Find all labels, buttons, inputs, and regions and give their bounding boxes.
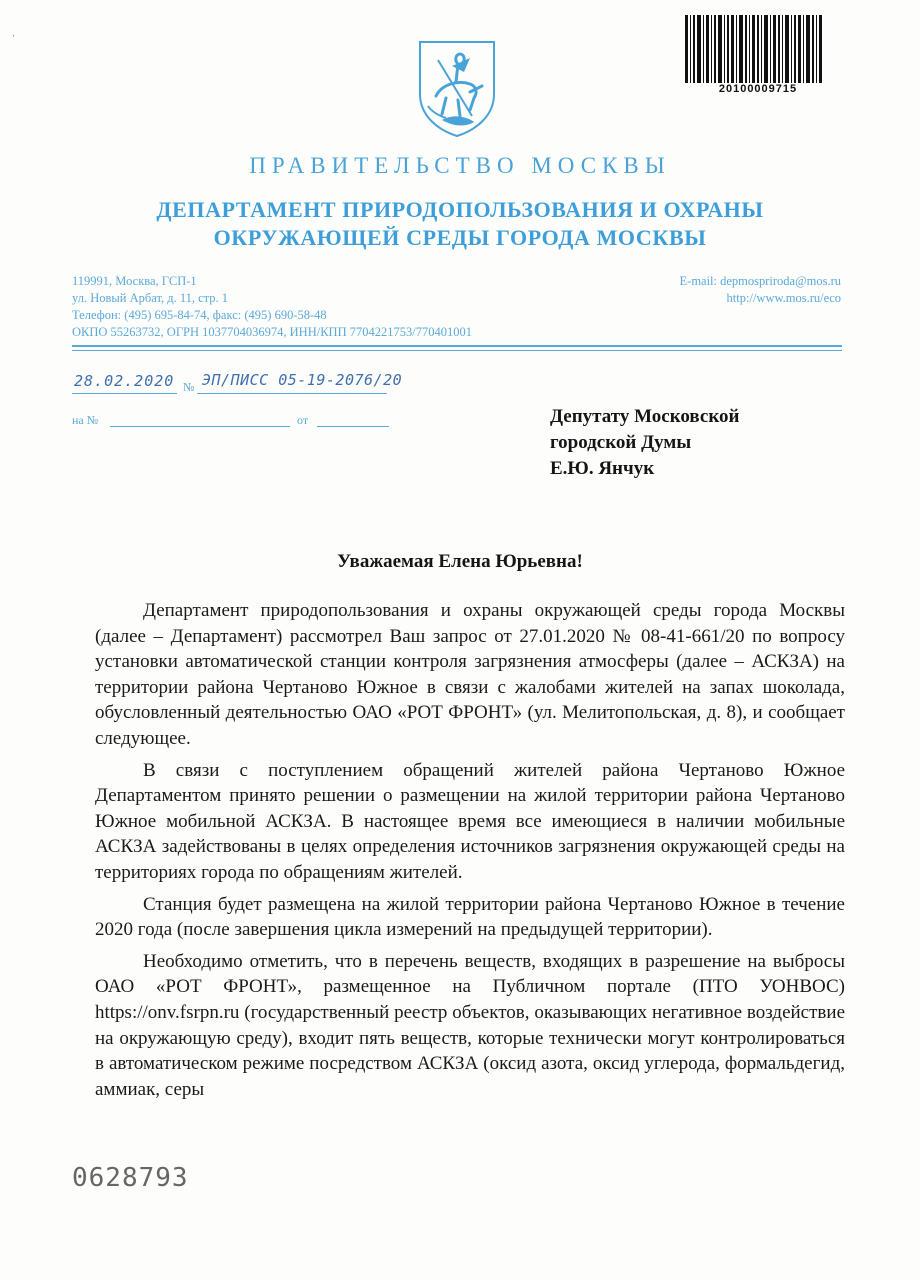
incoming-number-line [110,426,290,427]
address-line: 119991, Москва, ГСП-1 [72,274,197,288]
addressee-line-1: Депутату Московской [550,406,740,427]
incoming-date-line [317,426,389,427]
outgoing-date: 28.02.2020 [74,372,175,390]
barcode-icon [683,15,825,83]
body-paragraph: Департамент природопользования и охраны окружающей среды города Москвы (далее – Департамент) рассмотрел Ваш запрос от 27.01.2020 № 08-41-661/20 по вопросу установки автоматической станции контроля загрязнения атмосферы (далее – АСКЗА) на территории района Чертаново Южное в связи с жалобами жителей на запах шоколада, обусловленный деятельностью ОАО «РОТ ФРОНТ» (ул. Мелитопольская, д. 8), и сообщает следующее. [95,600,845,749]
incoming-from-label: от [297,413,309,427]
outgoing-date-line [72,393,177,394]
header-divider-thin [72,350,842,351]
salutation: Уважаемая Елена Юрьевна! [337,551,583,572]
addressee-block [550,404,740,482]
contacts-right [560,273,841,307]
body-paragraph: Станция будет размещена на жилой территории района Чертаново Южное в течение 2020 года (после завершения цикла измерений на предыдущей территории). [95,893,845,941]
body-paragraph: В связи с поступлением обращений жителей района Чертаново Южное Департаментом принято решении о размещении на жилой территории района Чертаново Южное мобильной АСКЗА. В настоящее время все имеющиеся в наличии мобильные АСКЗА задействованы в целях определения источников загрязнения окружающей среды на территориях города по обращениям жителей. [95,759,845,883]
barcode-number: 20100009715 [718,83,798,95]
moscow-coat-of-arms-icon [412,36,502,140]
outgoing-number-label: № [183,380,195,394]
outgoing-number-line [197,393,387,394]
incoming-number-label: на № [72,413,99,427]
contacts-left [72,273,472,341]
government-title: ПРАВИТЕЛЬСТВО МОСКВЫ [249,153,671,178]
website-line: http://www.mos.ru/eco [726,291,841,305]
department-title-line-1: ДЕПАРТАМЕНТ ПРИРОДОПОЛЬЗОВАНИЯ И ОХРАНЫ [156,197,764,222]
addressee-line-2: городской Думы [550,432,692,453]
document-serial-number: 0628793 [72,1163,189,1193]
header-divider [72,345,842,347]
department-title [0,196,920,252]
street-line: ул. Новый Арбат, д. 11, стр. 1 [72,291,229,305]
registry-codes-line: ОКПО 55263732, ОГРН 1037704036974, ИНН/КПП 7704221753/770401001 [72,325,472,339]
addressee-name: Е.Ю. Янчук [550,458,655,479]
body-paragraph: Необходимо отметить, что в перечень веществ, входящих в разрешение на выбросы ОАО «РОТ ФРОНТ», размещенное на Публичном портале (ПТО УОНВОС) https://onv.fsrpn.ru (государственный реестр объектов, оказывающих негативное воздействие на окружающую среду), входит пять веществ, которые технически могут контролироваться в автоматическом режиме посредством АСКЗА (оксид азота, оксид углерода, формальдегид, аммиак, серы [95,950,845,1100]
letter-body [95,598,845,1108]
phone-line: Телефон: (495) 695-84-74, факс: (495) 690-58-48 [72,308,327,322]
scan-mark: ˌ [12,26,16,37]
email-line: E-mail: depmospriroda@mos.ru [679,274,841,288]
department-title-line-2: ОКРУЖАЮЩЕЙ СРЕДЫ ГОРОДА МОСКВЫ [213,225,707,250]
outgoing-number: ЭП/ПИСС 05-19-2076/20 [202,371,403,389]
